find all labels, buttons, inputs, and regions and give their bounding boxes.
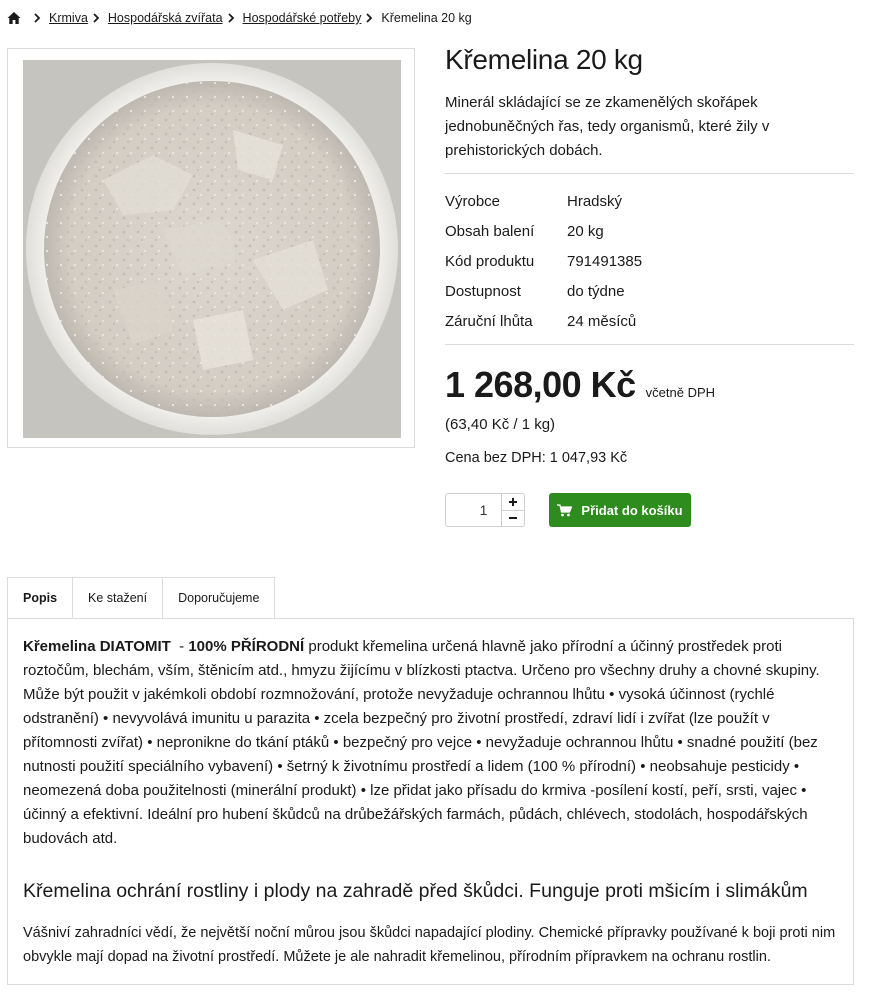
product-image[interactable]	[23, 60, 401, 438]
chevron-right-icon	[92, 13, 100, 23]
product-image-frame[interactable]	[7, 48, 415, 448]
tab-doporucujeme[interactable]: Doporučujeme	[163, 577, 275, 619]
diatomite-bowl-image	[23, 60, 401, 438]
description-lead-bold-2: 100% PŘÍRODNÍ	[188, 638, 305, 655]
param-row-warranty	[445, 306, 642, 336]
tab-ke-stazeni[interactable]: Ke stažení	[73, 577, 163, 619]
breadcrumb-link-krmiva[interactable]: Krmiva	[49, 11, 88, 25]
breadcrumb	[7, 9, 472, 27]
divider	[445, 344, 854, 345]
param-row-package	[445, 216, 642, 246]
chevron-right-icon	[365, 13, 373, 23]
param-label: Záruční lhůta	[445, 312, 533, 330]
param-label: Kód produktu	[445, 252, 535, 270]
divider	[445, 173, 854, 174]
param-value: Hradský	[567, 192, 623, 210]
description-body: produkt křemelina určená hlavně jako přírodní a účinný prostředek proti roztočům, blechám, vším, štěnicím atd., hmyzu žijícímu v blízkosti ptactva. Určeno pro všechny druhy a chovné skupiny. Může být použit v jakémkoli období rozmnožování, protože nevyžaduje ochrannou lhůtu • vysoká účinnost (rychlé odstranění) • nevyvolává imunitu u parazita • zcela bezpečný pro životní prostředí, zdraví lidí i zvířat (lze použít v přítomnosti zvířat) • nepronikne do tkání ptáků • bezpečný pro vejce • nevyžaduje ochrannou lhůtu • snadné použití (bez nutnosti použití speciálního vybavení) • šetrný k životnímu prostředí a lidem (100 % přírodní) • neobsahuje pesticidy • neomezená doba použitelnosti (minerální produkt) • lze přidat jako přísadu do krmiva -posílení kostí, peří, srsti, vajec • účinný a efektivní. Ideální pro hubení škůdců na drůbežářských farmách, půdách, chlévech, stodolách, hospodářských budovách atd.	[23, 638, 820, 847]
tab-content	[7, 618, 854, 985]
price-main: 1 268,00 Kč	[445, 364, 636, 405]
product-parameters	[445, 186, 642, 336]
price-without-vat: Cena bez DPH: 1 047,93 Kč	[445, 450, 628, 466]
unit-price: (63,40 Kč / 1 kg)	[445, 416, 556, 433]
decrease-quantity-button[interactable]	[502, 510, 524, 527]
add-to-cart-label: Přidat do košíku	[581, 502, 683, 518]
home-icon[interactable]	[7, 11, 21, 25]
tab-popis[interactable]: Popis	[7, 577, 73, 619]
breadcrumb-link-hospodarska-zvirata[interactable]: Hospodářská zvířata	[107, 11, 223, 25]
plus-icon	[508, 497, 518, 507]
price-block	[445, 364, 715, 406]
description-paragraph: Vášniví zahradníci vědí, že největší noční můrou jsou škůdci napadající plodiny. Chemické přípravky používané k boji proti nim obvykle mají dopad na životní prostředí. Můžete je ale nahradit křemelinou, přírodním přípravkem na ochranu rostlin.	[23, 925, 836, 965]
param-label: Výrobce	[445, 192, 501, 210]
product-short-description: Minerál skládající se ze zkamenělých skořápek jednobuněčných řas, tedy organismů, které žily v prehistorických dobách.	[445, 94, 770, 159]
price-vat-note: včetně DPH	[645, 385, 716, 400]
add-to-cart-button[interactable]	[549, 493, 691, 527]
param-label: Obsah balení	[445, 222, 535, 240]
description-lead-bold-1: Křemelina DIATOMIT	[23, 638, 171, 655]
param-row-code	[445, 246, 642, 276]
minus-icon	[508, 513, 518, 523]
product-title: Křemelina 20 kg	[445, 44, 643, 75]
chevron-right-icon	[33, 13, 41, 23]
cart-icon	[557, 504, 572, 517]
product-description: Křemelina DIATOMIT - 100% PŘÍRODNÍ produkt křemelina určená hlavně jako přírodní a účinný prostředek proti roztočům, blechám, vším, štěnicím atd., hmyzu žijícímu v blízkosti ptactva. Určeno pro všechny druhy a chovné skupiny. Může být použit v jakémkoli období rozmnožování, protože nevyžaduje ochrannou lhůtu • vysoká účinnost (rychlé odstranění) • nevyvolává imunitu u parazita • zcela bezpečný pro životní prostředí, zdraví lidí i zvířat (lze použít v přítomnosti zvířat) • nepronikne do tkání ptáků • bezpečný pro vejce • nevyžaduje ochrannou lhůtu • snadné použití (bez nutnosti použití speciálního vybavení) • šetrný k životnímu prostředí a lidem (100 % přírodní) • neobsahuje pesticidy • neomezená doba použitelnosti (minerální produkt) • lze přidat jako přísadu do krmiva -posílení kostí, peří, srsti, vajec • účinný a efektivní. Ideální pro hubení škůdců na drůbežářských farmách, půdách, chlévech, stodolách, hospodářských budovách atd.	[23, 638, 820, 847]
quantity-input[interactable]	[446, 494, 501, 526]
quantity-stepper	[445, 493, 525, 527]
product-tabs	[7, 577, 275, 619]
param-row-manufacturer	[445, 186, 642, 216]
param-row-availability	[445, 276, 642, 306]
param-value: 20 kg	[567, 222, 604, 240]
param-label: Dostupnost	[445, 282, 521, 300]
param-value: do týdne	[567, 282, 625, 300]
description-heading: Křemelina ochrání rostliny i plody na zahradě před škůdci. Funguje proti mšicím i slimákům	[23, 880, 808, 902]
param-value: 791491385	[567, 252, 643, 270]
chevron-right-icon	[227, 13, 235, 23]
breadcrumb-current: Křemelina 20 kg	[381, 11, 472, 25]
breadcrumb-link-hospodarske-potreby[interactable]: Hospodářské potřeby	[242, 11, 362, 25]
param-value: 24 měsíců	[567, 312, 637, 330]
increase-quantity-button[interactable]	[502, 494, 524, 510]
quantity-buttons	[501, 494, 524, 526]
